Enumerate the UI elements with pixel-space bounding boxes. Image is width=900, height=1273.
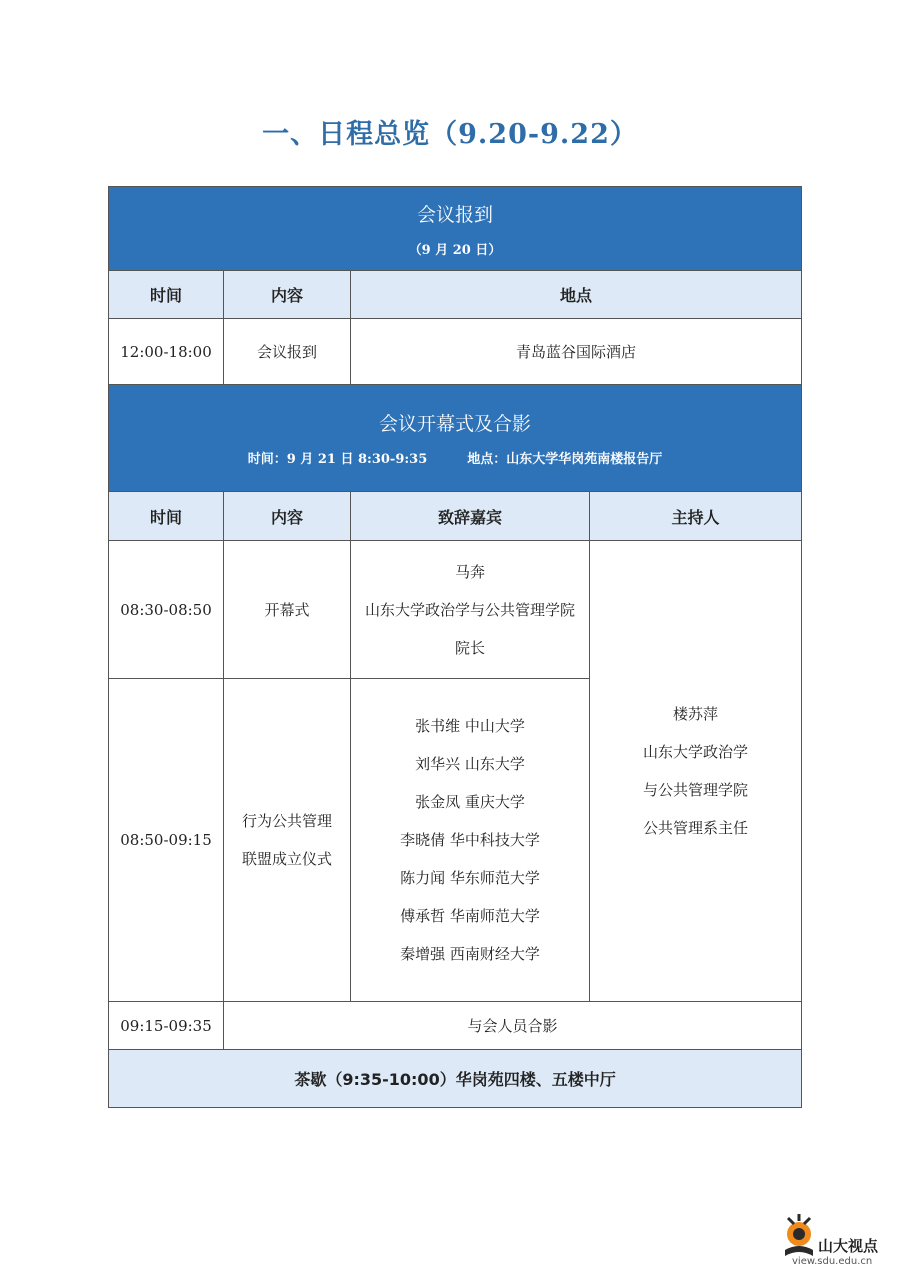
guest-line: 傅承哲 华南师范大学: [400, 907, 540, 925]
page-title: 一、日程总览（9.20-9.22）: [262, 119, 638, 150]
row-time: 08:50-09:15: [109, 679, 224, 1002]
opening-time-info: 时间：9 月 21 日 8:30-9:35: [247, 452, 428, 467]
guest-line: 山东大学政治学与公共管理学院: [364, 600, 575, 619]
registration-header-row: [109, 187, 802, 271]
col-header-time: 时间: [109, 271, 224, 319]
registration-place: 青岛蓝谷国际酒店: [351, 319, 802, 385]
host-cell: [590, 541, 802, 1002]
col-header-content: 内容: [224, 492, 351, 541]
row-guests: [351, 541, 590, 679]
col-header-time: 时间: [109, 492, 224, 541]
row-content: 与会人员合影: [224, 1002, 802, 1050]
guest-line: 马奔: [454, 562, 485, 581]
table-row: [109, 1002, 802, 1050]
registration-column-headers: [109, 271, 802, 319]
tea-break-row: [109, 1050, 802, 1108]
registration-title: 会议报到: [417, 203, 494, 226]
row-time: 08:30-08:50: [109, 541, 224, 679]
guest-line: 李晓倩 华中科技大学: [400, 831, 540, 849]
schedule-table: [108, 186, 802, 1108]
opening-title: 会议开幕式及合影: [379, 413, 532, 435]
registration-content: 会议报到: [224, 319, 351, 385]
host-line: 楼苏萍: [673, 705, 719, 723]
guest-line: 刘华兴 山东大学: [415, 755, 525, 773]
registration-header-cell: [109, 187, 802, 271]
logo-url: view.sdu.edu.cn: [792, 1256, 873, 1267]
row-content: [224, 679, 351, 1002]
registration-time: 12:00-18:00: [109, 319, 224, 385]
guest-line: 陈力闻 华东师范大学: [400, 869, 540, 887]
opening-info: [109, 448, 801, 467]
content-line: 行为公共管理: [241, 812, 332, 830]
host-line: 山东大学政治学: [643, 743, 749, 761]
host-line: 公共管理系主任: [643, 819, 749, 837]
col-header-content: 内容: [224, 271, 351, 319]
opening-header-cell: [109, 385, 802, 492]
opening-header-row: [109, 385, 802, 492]
content-line: 联盟成立仪式: [241, 850, 332, 868]
col-header-place: 地点: [351, 271, 802, 319]
table-row: [109, 319, 802, 385]
guest-line: 张书维 中山大学: [415, 717, 525, 735]
col-header-host: 主持人: [590, 492, 802, 541]
host-line: 与公共管理学院: [643, 781, 749, 799]
opening-column-headers: [109, 492, 802, 541]
opening-place-info: 地点：山东大学华岗苑南楼报告厅: [467, 452, 663, 467]
row-guests: [351, 679, 590, 1002]
col-header-guests: 致辞嘉宾: [351, 492, 590, 541]
row-time: 09:15-09:35: [109, 1002, 224, 1050]
tea-break: 茶歇（9:35-10:00）华岗苑四楼、五楼中厅: [109, 1050, 802, 1108]
table-row: [109, 541, 802, 679]
guest-line: 院长: [454, 638, 485, 657]
row-content: 开幕式: [224, 541, 351, 679]
guest-line: 张金凤 重庆大学: [415, 793, 525, 811]
logo-text: 山大视点: [818, 1237, 879, 1255]
guest-line: 秦增强 西南财经大学: [400, 945, 540, 963]
registration-date: （9 月 20 日）: [408, 242, 502, 258]
